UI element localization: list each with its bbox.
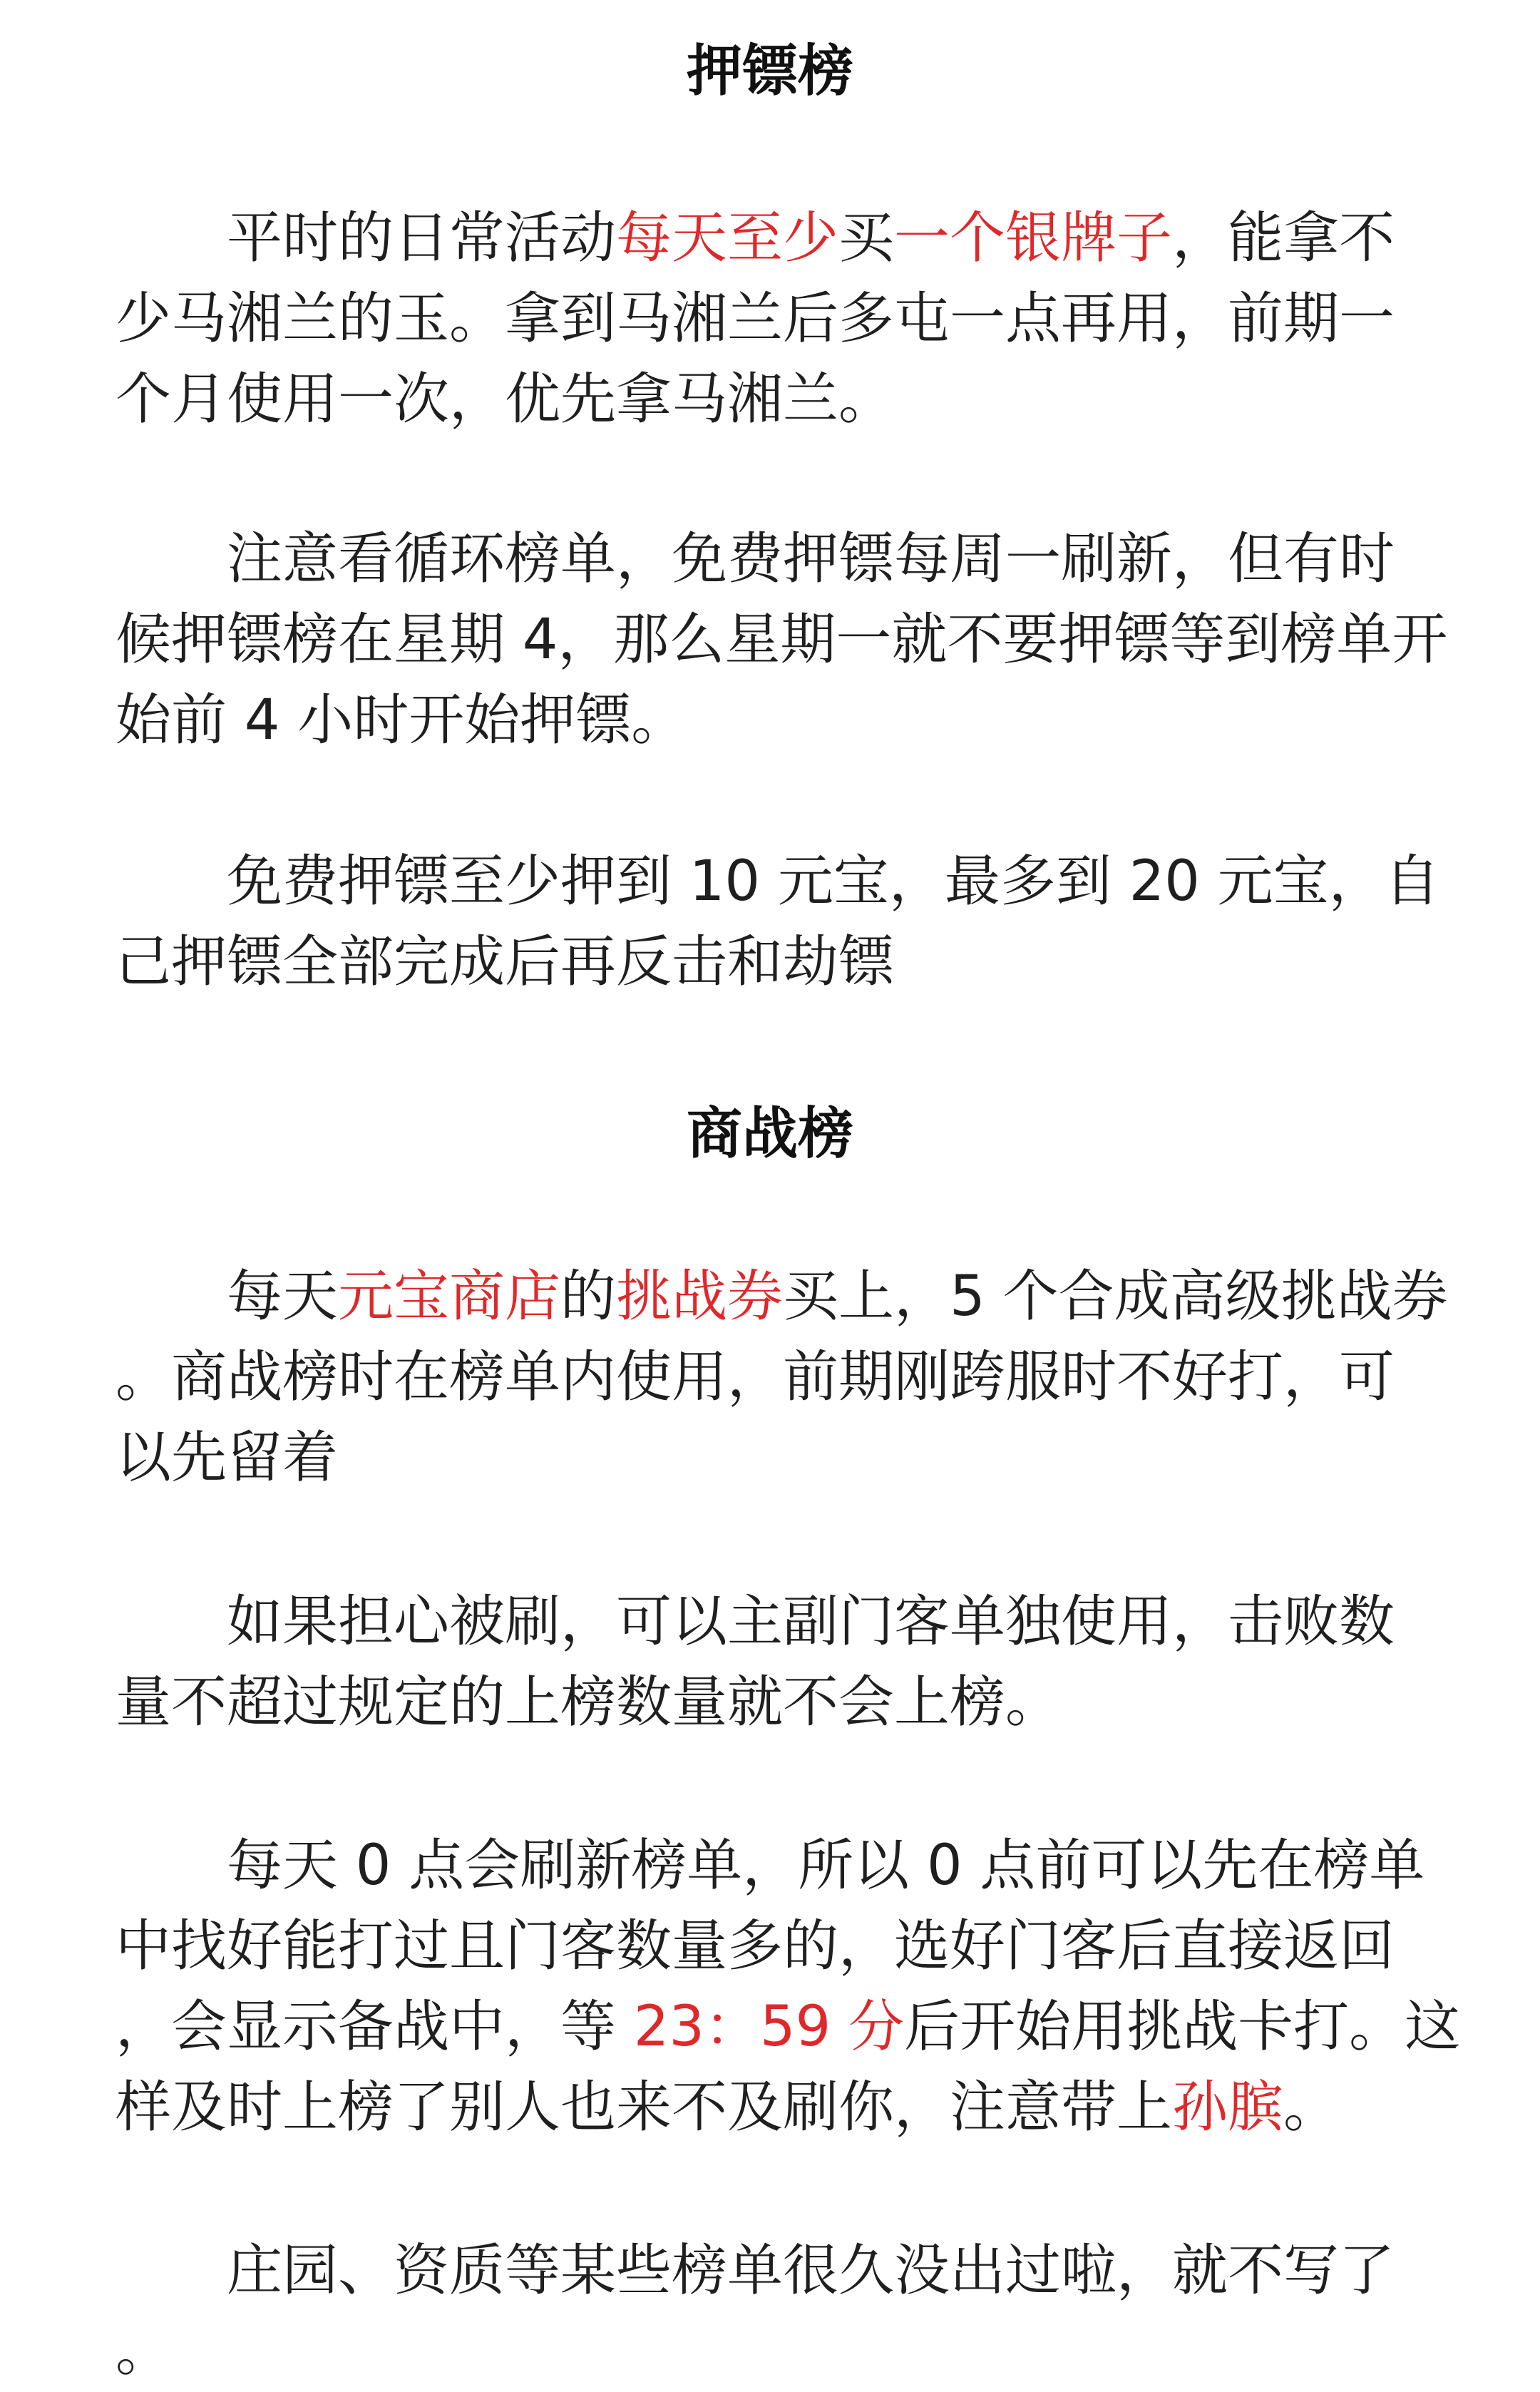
text-run: 的 xyxy=(560,1264,617,1329)
text-line xyxy=(115,1257,1448,1337)
text-line: 注意看循环榜单，免费押镖每周一刷新，但有时 xyxy=(227,527,1395,591)
text-run: 样及时上榜了别人也来不及刷你，注意带上 xyxy=(115,2075,1173,2140)
section-heading-business-war-ranking: 商战榜 xyxy=(686,1102,853,1166)
text-run: 买 xyxy=(838,206,895,270)
text-line: 如果担心被刷，可以主副门客单独使用，击败数 xyxy=(227,1590,1395,1654)
text-line: 每天 0 点会刷新榜单，所以 0 点前可以先在榜单 xyxy=(227,1834,1425,1898)
highlight-challenge-ticket: 挑战券 xyxy=(616,1264,784,1329)
text-line: 以先留着 xyxy=(115,1426,339,1490)
text-line: 。 xyxy=(115,2319,172,2383)
highlight-time: 23：59 分 xyxy=(633,1995,905,2059)
paragraph-other-rankings xyxy=(115,2231,1442,2392)
text-run: 。 xyxy=(1283,2075,1340,2140)
highlight-daily-minimum: 每天至少 xyxy=(616,206,839,270)
text-run: 买上，5 个合成高级挑战券 xyxy=(783,1264,1448,1329)
text-line: 己押镖全部完成后再反击和劫镖 xyxy=(115,930,895,994)
paragraph-business-separate xyxy=(115,1582,1442,1743)
text-line xyxy=(115,2068,1442,2148)
text-line: 。商战榜时在榜单内使用，前期刚跨服时不好打，可 xyxy=(115,1345,1395,1409)
section-heading-escort-ranking: 押镖榜 xyxy=(686,39,853,103)
text-line: 中找好能打过且门客数量多的，选好门客后直接返回 xyxy=(115,1914,1395,1978)
paragraph-escort-daily xyxy=(115,198,1442,440)
paragraph-business-tickets xyxy=(115,1257,1448,1498)
paragraph-business-refresh xyxy=(115,1826,1461,2148)
text-run: 后开始用挑战卡打。这 xyxy=(904,1995,1461,2059)
text-line: 个月使用一次，优先拿马湘兰。 xyxy=(115,367,895,431)
paragraph-escort-free xyxy=(115,842,1442,1003)
text-line xyxy=(115,198,1442,279)
text-line: 免费押镖至少押到 10 元宝，最多到 20 元宝，自 xyxy=(227,849,1440,914)
text-line: 量不超过规定的上榜数量就不会上榜。 xyxy=(115,1670,1062,1734)
text-run: 每天 xyxy=(227,1264,339,1329)
text-line xyxy=(115,1987,1461,2068)
highlight-sun-bin: 孙膑 xyxy=(1172,2075,1284,2140)
text-run: ，会显示备战中，等 xyxy=(115,1995,634,2059)
highlight-silver-token: 一个银牌子 xyxy=(894,206,1173,270)
text-line: 候押镖榜在星期 4，那么星期一就不要押镖等到榜单开 xyxy=(115,608,1448,672)
text-run: 平时的日常活动 xyxy=(227,206,617,270)
paragraph-escort-cycle xyxy=(115,519,1448,761)
text-line: 庄园、资质等某些榜单很久没出过啦，就不写了 xyxy=(227,2239,1395,2303)
text-line: 始前 4 小时开始押镖。 xyxy=(115,688,687,752)
text-run: ，能拿不 xyxy=(1172,206,1395,270)
highlight-ingot-shop: 元宝商店 xyxy=(338,1264,561,1329)
text-line: 少马湘兰的玉。拿到马湘兰后多屯一点再用，前期一 xyxy=(115,287,1395,351)
